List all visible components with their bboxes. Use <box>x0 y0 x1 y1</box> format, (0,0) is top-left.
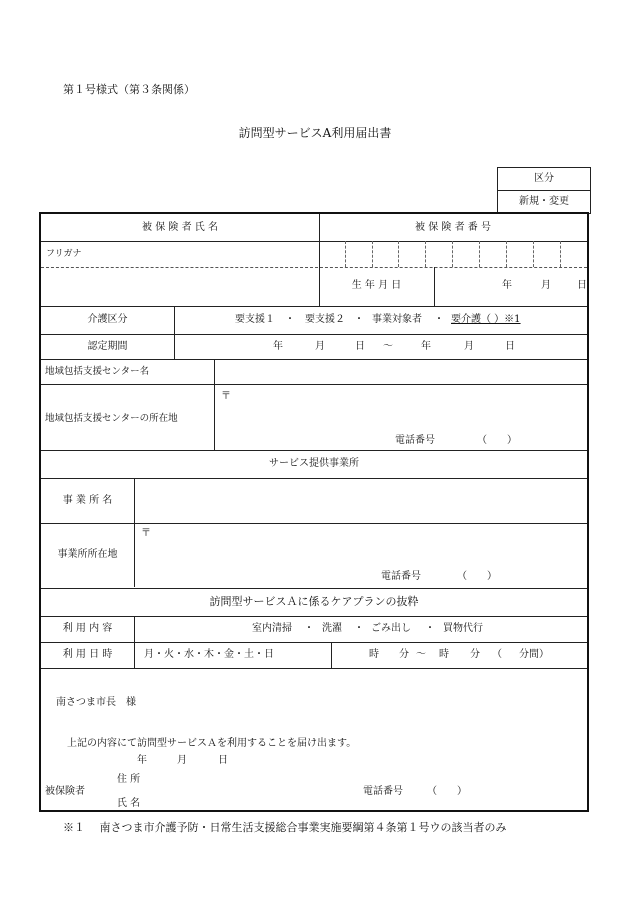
care-opt-2[interactable]: 要支援２ <box>305 314 345 325</box>
date-day: 日 <box>218 755 228 766</box>
birth-day: 日 <box>577 280 587 291</box>
time-to-hour: 時 <box>439 649 449 660</box>
addressee: 南さつま市長 様 <box>56 697 136 708</box>
statement: 上記の内容にて訪問型サービスＡを利用することを届け出ます。 <box>67 738 357 749</box>
center-phone-label: 電話番号 <box>395 435 435 446</box>
cert-from-day: 日 <box>355 341 365 352</box>
applicant-label: 被保険者 <box>45 786 85 797</box>
usage-item-garbage[interactable]: ごみ出し <box>371 623 411 634</box>
cert-to-year: 年 <box>421 341 431 352</box>
usage-item-laundry[interactable]: 洗濯 <box>322 623 342 634</box>
usage-sep: ・ <box>304 623 314 634</box>
applicant-address-label: 住 所 <box>117 774 141 785</box>
cert-from-month: 月 <box>315 341 325 352</box>
insured-number-header: 被 保 険 者 番 号 <box>415 222 491 233</box>
care-level-label: 介護区分 <box>87 314 128 325</box>
center-postal-mark: 〒 <box>221 391 231 402</box>
center-address-label: 地域包括支援センターの所在地 <box>45 413 178 424</box>
duration-close-paren: ） <box>539 649 549 660</box>
cert-to-month: 月 <box>464 341 474 352</box>
usage-datetime-label: 利 用 日 時 <box>62 649 113 660</box>
office-phone-label: 電話番号 <box>381 571 421 582</box>
cert-to-day: 日 <box>505 341 515 352</box>
center-phone-paren: （ ） <box>477 435 517 446</box>
usage-days[interactable]: 月・火・水・木・金・土・日 <box>144 649 274 660</box>
form-table <box>39 212 589 812</box>
time-from-hour: 時 <box>369 649 379 660</box>
office-address-label: 事業所所在地 <box>57 549 118 560</box>
care-sep: ・ <box>434 314 444 325</box>
care-opt-3[interactable]: 事業対象者 <box>372 314 422 325</box>
insured-name-header: 被 保 険 者 氏 名 <box>142 222 218 233</box>
applicant-phone-label: 電話番号 <box>363 786 403 797</box>
office-phone-paren: （ ） <box>457 571 497 582</box>
duration-open-paren: （ <box>492 649 502 660</box>
birth-month: 月 <box>541 280 551 291</box>
birth-year: 年 <box>502 280 512 291</box>
care-sep: ・ <box>285 314 295 325</box>
time-to-minute: 分 <box>470 649 480 660</box>
applicant-name-label: 氏 名 <box>117 798 141 809</box>
office-name-label: 事 業 所 名 <box>62 495 113 506</box>
birth-label: 生 年 月 日 <box>351 280 402 291</box>
page-title: 訪問型サービスA利用届出書 <box>238 126 392 140</box>
usage-item-cleaning[interactable]: 室内清掃 <box>252 623 292 634</box>
provider-header: サービス提供事業所 <box>269 458 359 469</box>
duration-unit: 分間 <box>519 649 539 660</box>
cert-tilde: ～ <box>383 341 393 352</box>
insured-number-field[interactable] <box>323 244 585 264</box>
usage-content-label: 利 用 内 容 <box>62 623 113 634</box>
furigana-label: フリガナ <box>46 249 82 259</box>
usage-sep: ・ <box>354 623 364 634</box>
care-sep: ・ <box>354 314 364 325</box>
usage-sep: ・ <box>425 623 435 634</box>
insured-name-field[interactable] <box>47 273 313 301</box>
care-opt-4[interactable]: 要介護（ ）※1 <box>451 314 521 325</box>
cert-period-label: 認定期間 <box>87 341 128 352</box>
form-number: 第１号様式（第３条関係） <box>63 83 195 96</box>
cert-from-year: 年 <box>273 341 283 352</box>
footnote: ※１ 南さつま市介護予防・日常生活支援総合事業実施要綱第４条第１号ウの該当者のみ <box>63 821 507 834</box>
time-tilde: ～ <box>416 649 426 660</box>
time-from-minute: 分 <box>399 649 409 660</box>
kubun-label: 区分 <box>534 173 554 184</box>
date-year: 年 <box>137 755 147 766</box>
kubun-value: 新規・変更 <box>519 196 569 207</box>
center-name-label: 地域包括支援センター名 <box>45 366 150 377</box>
applicant-phone-paren: （ ） <box>427 786 467 797</box>
care-opt-1[interactable]: 要支援１ <box>235 314 275 325</box>
usage-item-shopping[interactable]: 買物代行 <box>443 623 483 634</box>
date-month: 月 <box>177 755 187 766</box>
office-postal-mark: 〒 <box>141 528 151 539</box>
kubun-box <box>497 167 591 214</box>
careplan-header: 訪問型サービスＡに係るケアプランの抜粋 <box>209 595 419 608</box>
